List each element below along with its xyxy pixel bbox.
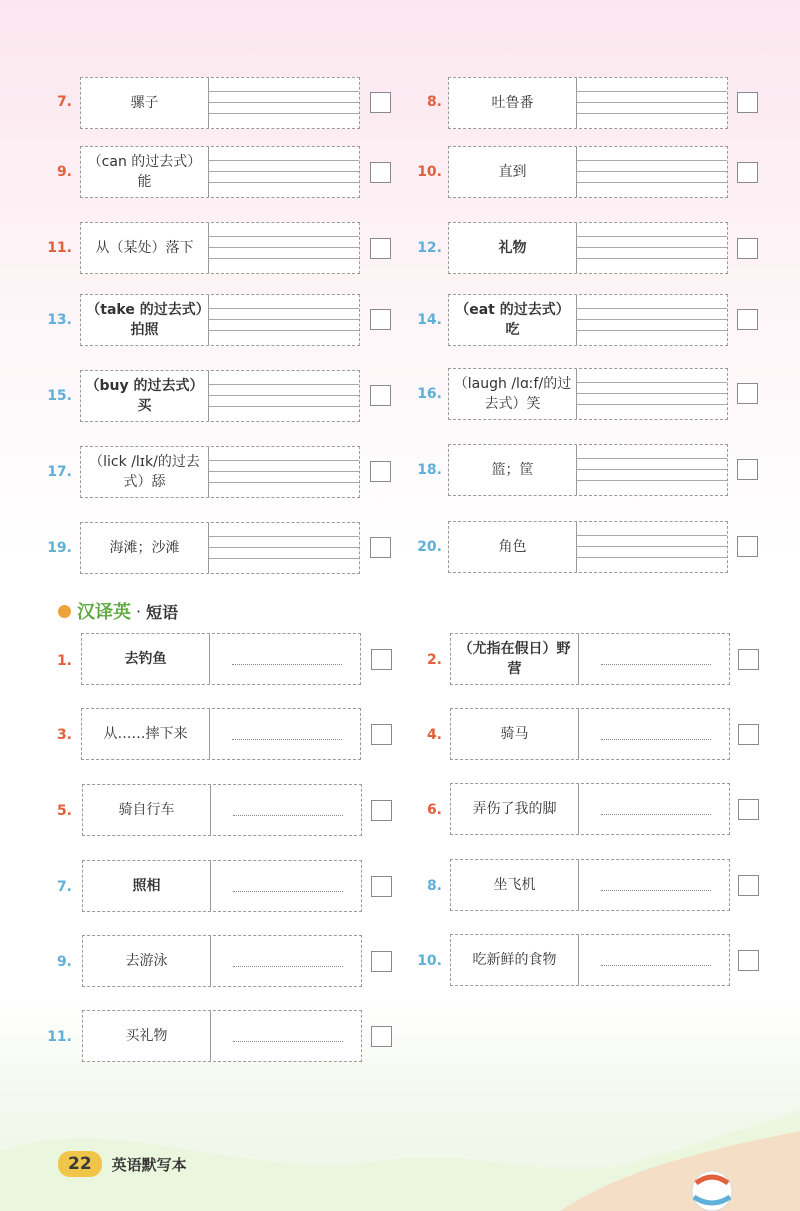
- item-number: 4.: [426, 727, 442, 743]
- word-entry: [80, 446, 360, 498]
- checkbox[interactable]: [371, 724, 392, 745]
- phrase-label: 照相: [83, 861, 211, 911]
- word-entry: [448, 368, 728, 420]
- item-number: 9.: [56, 164, 72, 180]
- checkbox[interactable]: [737, 238, 758, 259]
- word-label: （buy 的过去式）买: [81, 371, 209, 421]
- answer-line[interactable]: [211, 1011, 361, 1061]
- word-label: （can 的过去式）能: [81, 147, 209, 197]
- writing-lines[interactable]: [209, 147, 359, 197]
- checkbox[interactable]: [737, 309, 758, 330]
- phrase-entry: [82, 1010, 362, 1062]
- section-separator: ·: [136, 601, 142, 621]
- checkbox[interactable]: [737, 92, 758, 113]
- checkbox[interactable]: [370, 162, 391, 183]
- phrase-entry: [450, 859, 730, 911]
- phrase-label: 吃新鲜的食物: [451, 935, 579, 985]
- phrase-label: 买礼物: [83, 1011, 211, 1061]
- word-label: 篮；筐: [449, 445, 577, 495]
- item-number: 19.: [47, 540, 72, 556]
- checkbox[interactable]: [738, 950, 759, 971]
- word-entry: [448, 77, 728, 129]
- word-label: 骡子: [81, 78, 209, 128]
- word-label: 吐鲁番: [449, 78, 577, 128]
- word-label: 角色: [449, 522, 577, 572]
- bullet-dot-icon: [58, 605, 71, 618]
- word-label: （take 的过去式）拍照: [81, 295, 209, 345]
- page-number: 22: [58, 1151, 102, 1177]
- item-number: 10.: [417, 953, 442, 969]
- word-entry: [80, 222, 360, 274]
- writing-lines[interactable]: [577, 295, 727, 345]
- answer-line[interactable]: [210, 634, 360, 684]
- word-entry: [80, 146, 360, 198]
- checkbox[interactable]: [370, 92, 391, 113]
- checkbox[interactable]: [371, 1026, 392, 1047]
- word-entry: [448, 222, 728, 274]
- item-number: 18.: [417, 462, 442, 478]
- word-label: 海滩；沙滩: [81, 523, 209, 573]
- phrase-entry: [82, 935, 362, 987]
- writing-lines[interactable]: [577, 445, 727, 495]
- item-number: 15.: [47, 388, 72, 404]
- phrase-entry: [81, 708, 361, 760]
- checkbox[interactable]: [371, 649, 392, 670]
- book-title: 英语默写本: [111, 1155, 187, 1174]
- writing-lines[interactable]: [577, 147, 727, 197]
- answer-line[interactable]: [211, 861, 361, 911]
- item-number: 14.: [417, 312, 442, 328]
- item-number: 16.: [417, 386, 442, 402]
- checkbox[interactable]: [370, 537, 391, 558]
- word-label: （laugh /lɑːf/的过去式）笑: [449, 369, 577, 419]
- checkbox[interactable]: [370, 309, 391, 330]
- page-footer: [58, 1151, 187, 1177]
- item-number: 5.: [56, 803, 72, 819]
- writing-lines[interactable]: [209, 78, 359, 128]
- item-number: 7.: [56, 94, 72, 110]
- item-number: 2.: [426, 652, 442, 668]
- item-number: 11.: [47, 1029, 72, 1045]
- word-entry: [80, 522, 360, 574]
- item-number: 12.: [417, 240, 442, 256]
- writing-lines[interactable]: [209, 371, 359, 421]
- checkbox[interactable]: [737, 536, 758, 557]
- phrase-label: 从……摔下来: [82, 709, 210, 759]
- phrase-label: 去游泳: [83, 936, 211, 986]
- word-entry: [448, 521, 728, 573]
- phrase-entry: [450, 708, 730, 760]
- phrase-label: 骑自行车: [83, 785, 211, 835]
- answer-line[interactable]: [579, 634, 729, 684]
- item-number: 8.: [426, 878, 442, 894]
- answer-line[interactable]: [210, 709, 360, 759]
- word-entry: [80, 294, 360, 346]
- writing-lines[interactable]: [209, 223, 359, 273]
- checkbox[interactable]: [738, 799, 759, 820]
- checkbox[interactable]: [370, 461, 391, 482]
- checkbox[interactable]: [737, 162, 758, 183]
- answer-line[interactable]: [579, 709, 729, 759]
- phrase-entry: [450, 783, 730, 835]
- answer-line[interactable]: [579, 935, 729, 985]
- item-number: 7.: [56, 879, 72, 895]
- phrase-label: （尤指在假日）野营: [451, 634, 579, 684]
- checkbox[interactable]: [371, 876, 392, 897]
- item-number: 17.: [47, 464, 72, 480]
- writing-lines[interactable]: [209, 295, 359, 345]
- word-label: （lick /lɪk/的过去式）舔: [81, 447, 209, 497]
- phrase-entry: [82, 860, 362, 912]
- word-entry: [80, 370, 360, 422]
- word-label: 从（某处）落下: [81, 223, 209, 273]
- item-number: 10.: [417, 164, 442, 180]
- phrase-label: 去钓鱼: [82, 634, 210, 684]
- item-number: 11.: [47, 240, 72, 256]
- checkbox[interactable]: [370, 385, 391, 406]
- section-title: 汉译英: [77, 602, 131, 623]
- writing-lines[interactable]: [577, 78, 727, 128]
- word-label: （eat 的过去式）吃: [449, 295, 577, 345]
- writing-lines[interactable]: [577, 223, 727, 273]
- answer-line[interactable]: [211, 785, 361, 835]
- writing-lines[interactable]: [209, 523, 359, 573]
- answer-line[interactable]: [579, 860, 729, 910]
- word-label: 直到: [449, 147, 577, 197]
- checkbox[interactable]: [738, 875, 759, 896]
- item-number: 20.: [417, 539, 442, 555]
- checkbox[interactable]: [737, 459, 758, 480]
- checkbox[interactable]: [737, 383, 758, 404]
- phrase-entry: [81, 633, 361, 685]
- word-entry: [80, 77, 360, 129]
- section-header: [58, 598, 178, 624]
- item-number: 9.: [56, 954, 72, 970]
- phrase-entry: [450, 633, 730, 685]
- checkbox[interactable]: [738, 649, 759, 670]
- phrase-entry: [82, 784, 362, 836]
- word-entry: [448, 294, 728, 346]
- checkbox[interactable]: [371, 951, 392, 972]
- item-number: 8.: [426, 94, 442, 110]
- item-number: 3.: [56, 727, 72, 743]
- word-entry: [448, 146, 728, 198]
- checkbox[interactable]: [370, 238, 391, 259]
- answer-line[interactable]: [211, 936, 361, 986]
- phrase-label: 弄伤了我的脚: [451, 784, 579, 834]
- writing-lines[interactable]: [577, 369, 727, 419]
- phrase-label: 骑马: [451, 709, 579, 759]
- phrase-label: 坐飞机: [451, 860, 579, 910]
- writing-lines[interactable]: [209, 447, 359, 497]
- writing-lines[interactable]: [577, 522, 727, 572]
- checkbox[interactable]: [738, 724, 759, 745]
- section-subtitle: 短语: [146, 602, 179, 622]
- item-number: 1.: [56, 653, 72, 669]
- item-number: 6.: [426, 802, 442, 818]
- phrase-entry: [450, 934, 730, 986]
- answer-line[interactable]: [579, 784, 729, 834]
- checkbox[interactable]: [371, 800, 392, 821]
- item-number: 13.: [47, 312, 72, 328]
- word-entry: [448, 444, 728, 496]
- word-label: 礼物: [449, 223, 577, 273]
